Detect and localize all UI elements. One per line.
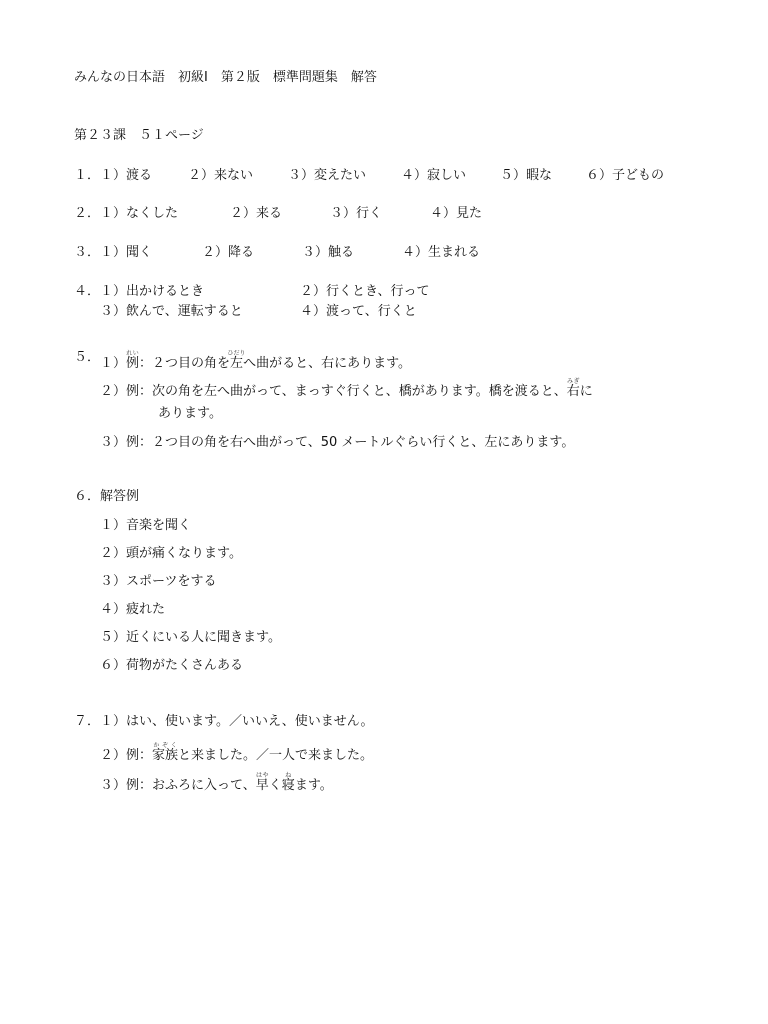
answer-item: ２）行くとき、行って [300, 284, 430, 299]
answer-text: 例： [126, 748, 153, 763]
ne-word: 寝 [281, 778, 295, 793]
migi-furigana: みぎ [566, 378, 580, 385]
kazoku-word: 家族 [152, 748, 179, 763]
kazoku-furigana: かぞく [152, 742, 179, 749]
question-number: ３． [74, 245, 101, 260]
question-number: ５． [74, 350, 101, 365]
answer-item: ３）変えたい [288, 168, 367, 183]
hidari-furigana: ひだり [227, 350, 246, 357]
answer-text: へ曲がると、右にあります。 [243, 356, 412, 371]
answer-item: １）渡る [100, 168, 153, 183]
rei-furigana: れい [126, 350, 140, 357]
answer-6-2: ２）頭が痛くなります。 [100, 546, 242, 561]
ne-furigana: ね [281, 772, 295, 779]
answer-item: ３）触る [302, 245, 355, 260]
answer-5-1 [100, 350, 411, 372]
hidari-word: 左 [227, 356, 246, 371]
answer-text: 例：２つ目の角を右へ曲がって、50 メートルぐらい行くと、左にあります。 [126, 435, 575, 450]
answer-7-2 [100, 742, 373, 764]
question-number: ４． [74, 284, 101, 299]
answer-item: １）出かけるとき [100, 284, 205, 299]
lesson-header: 第２３課 ５１ページ [74, 128, 204, 143]
document-title: みんなの日本語 初級Ⅰ 第２版 標準問題集 解答 [74, 70, 377, 85]
answer-6-6: ６）荷物がたくさんある [100, 658, 244, 673]
answer-item: １）なくした [100, 206, 179, 221]
answer-item: ２）降る [202, 245, 255, 260]
answer-7-3 [100, 772, 333, 794]
rei-word: 例 [126, 356, 140, 371]
answer-5-2-continued: あります。 [158, 406, 222, 421]
answer-text: く [268, 778, 282, 793]
answer-label: １） [100, 356, 127, 371]
haya-word: 早 [255, 778, 269, 793]
answer-item: ３）行く [330, 206, 383, 221]
question-6-title: ６．解答例 [74, 489, 140, 504]
answer-label: ３） [100, 435, 127, 450]
answer-text: ：２つ目の角を [139, 356, 231, 371]
answer-item: ６）子どもの [586, 168, 665, 183]
answer-label: ３） [100, 778, 127, 793]
answer-label: ２） [100, 748, 127, 763]
answer-6-1: １）音楽を聞く [100, 518, 192, 533]
answer-item: ２）来る [230, 206, 283, 221]
question-number: １． [74, 168, 101, 183]
answer-item: ３）飲んで、運転すると [100, 304, 243, 319]
answer-item: ４）渡って、行くと [300, 304, 417, 319]
answer-5-3 [100, 435, 574, 451]
answer-text: に [579, 384, 593, 399]
answer-5-2 [100, 378, 593, 400]
answer-item: ４）見た [430, 206, 483, 221]
answer-text: と来ました。／一人で来ました。 [178, 748, 374, 763]
answer-item: ２）来ない [188, 168, 254, 183]
answer-7-1: １）はい、使います。／いいえ、使いません。 [100, 714, 374, 729]
answer-6-3: ３）スポーツをする [100, 574, 217, 589]
haya-furigana: はや [255, 772, 269, 779]
answer-item: ５）暇な [500, 168, 553, 183]
answer-text: 例：おふろに入って、 [126, 778, 256, 793]
answer-6-5: ５）近くにいる人に聞きます。 [100, 630, 281, 645]
answer-text: ます。 [294, 778, 333, 793]
answer-label: ２） [100, 384, 127, 399]
question-number: ２． [74, 206, 101, 221]
migi-word: 右 [566, 384, 580, 399]
answer-text: 例：次の角を左へ曲がって、まっすぐ行くと、橋があります。橋を渡ると、 [126, 384, 567, 399]
answer-6-4: ４）疲れた [100, 602, 166, 617]
answer-item: ４）寂しい [401, 168, 467, 183]
answer-item: １）聞く [100, 245, 153, 260]
answer-item: ４）生まれる [402, 245, 481, 260]
question-number: ７． [74, 714, 101, 729]
